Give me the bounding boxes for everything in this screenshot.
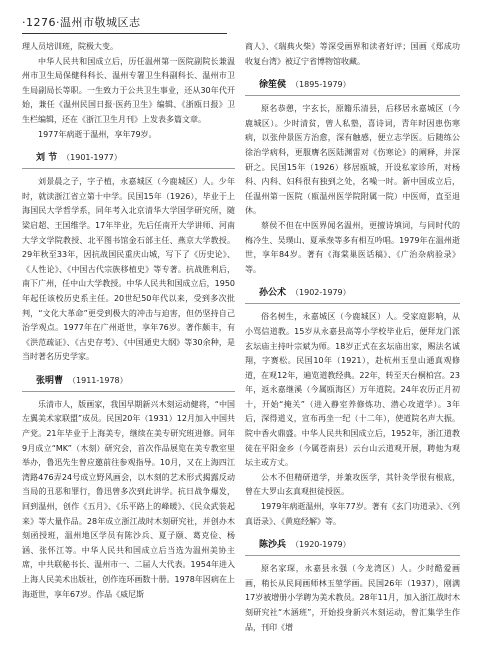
life-years: （1902-1979） [291, 288, 351, 298]
life-years: （1895-1979） [291, 80, 351, 90]
paragraph: 原名家琛，永嘉县永强（今龙湾区）人。少时酷爱画画，稍长从民间画师林玉堃学画。民国26年（1937），刚满17岁被增册小学聘为美术教员。28年11月，加入浙江战时木刻研究社“木涵班”，开始投身新兴木刻运动，曾汇集学生作品，刊印《增 [245, 564, 460, 632]
paragraph: 原名恭憩，字玄长，原籍乐清县，后移居永嘉城区（今鹿城区）。少时清贫，曾人私塾，喜诗词，青年时因患伤寒病，以张仲景医方治愈，深有触感，便立志学医。后随练公徐治学病科，更服膺名医陆渊雷对《伤寒论》的阐释，并深研之。民国15年（1926）移居瓯城，开设私家诊所，对杨科、内科、妇科很有独到之处，名噪一时。新中国成立后，任温州第一医院（瓯温州医学院附属一院）中医师，直至退休。 [245, 104, 460, 216]
paragraph: 公木不但精研道学，并兼攻医学，其针灸学很有根底，曾在大罗山玄真观担徒授医。 [245, 472, 460, 497]
biography-heading [22, 373, 235, 392]
paragraph: 刘景晨之子，字子植，永嘉城区（今鹿城区）人。少年时，就读浙江省立第十中学。民国15年（1926），毕业于上海国民大学哲学系，同年考入北京清华大学国学研究所，随梁启超、王国维学。17年毕业，先后任南开大学讲师、河南大学文学院教授、北平图书馆金石部主任、燕京大学教授。29年秋至33年，因抗战国民重庆山城，写下了《历史论》、《人性论》、《中国古代宗族移植史》等专著。抗战胜利后，南下广州，任中山大学教授。中华人民共和国成立后，1950年起任该校历史系主任。20世纪50年代以来，受到多次批判，“文化大革命”更受到极大的冲击与迫害，但仍坚持自己治学观点。1977年在广州逝世，享年76岁。著作颇丰，有《洪范疏证》、《古史存考》、《中国通史大纲》等30余种，是当时著名历史学家。 [22, 177, 235, 362]
paragraph: 1979年病逝温州，享年77岁。著有《玄门功道录》、《列真语录》、《黄庭经解》等。 [245, 502, 460, 526]
page-title: ·1276·温州市敬城区志 [22, 16, 141, 29]
person-name: 徐笙侯 [259, 80, 287, 91]
running-header [22, 13, 227, 34]
left-column [22, 40, 235, 602]
paragraph: 蔡侯不但在中医界闻名温州，更擅诗填词，与同时代的梅冷生、吴璞山、夏承焘等多有相互吟唱。1979年在温州逝世，享年84岁。著有《海棠巢医话稿》、《广治杂病验录》等。 [245, 220, 460, 274]
person-name: 张明曹 [36, 375, 64, 386]
paragraph: 乐清市人，版画家，我国早期新兴木刻运动健将，“中国左翼美术家联盟”成员。民国20年（1931）12月加入中国共产党。21年毕业于上海美专，继续在美专研究班进修。同年9月成立“MK”（木刻）研究会，首次作品展览在美专教室里举办，鲁迅先生曾应邀前往参观指导。10月，又在上海四江湾路476弄24号成立野风画会，以木刻的艺术形式揭露反动当局的丑恶和罪行，鲁迅曾多次到此讲学。抗日战争爆发，回到温州，创作《五月》、《乐平路上的峰暖》、《民众武装起来》等大量作品。28年成立浙江战时木刻研究社，并创办木刻函授班，温州地区学员有陈沙兵、夏子颐、葛克俭、杨涵、张怀江等。中华人民共和国成立后当选为温州美协主席，中共联秘书长、温州市一、二届人大代表。1954年进入上海人民美术出版社，创作连环画数十册。1978年因病在上海逝世，享年67岁。作品《威尼斯 [22, 399, 235, 599]
paragraph: 商人》、《瑞典火柴》等深受画界和读者好评；国画《郑成功收复台湾》被辽宁省博物馆收藏。 [245, 42, 460, 66]
paragraph: 理人员培训班，院极大变。 [22, 42, 118, 51]
right-column [245, 40, 460, 635]
paragraph: 1977年病逝于温州，享年79岁。 [38, 129, 157, 139]
person-name: 陈沙兵 [259, 540, 287, 551]
paragraph: 俗名树生，永嘉城区（今鹿城区）人。受家庭影响，从小骂信道教。15岁从永嘉县高等小学校毕业后，便拜龙门派玄坛庙主持叶宗斌为师。18岁正式在玄坛庙出家，赐法名诚翔，字赛松。民国10年（1921），赴杭州玉皇山通真观修道，在观12年，遍览道教经典。22年，转至天台桐柏宫。23年，返永嘉继溪（今属瓯海区）万年道院。24年农历正月初十，开始“掩关”（进入静室养修炼功、潜心攻道学）。3年后，深得道义，宣布再坐一纪（十二年），使道院名声大振。院中香火鼎盛。中华人民共和国成立后，1952年，浙江道教徒在平阳金乡（今属苍南县）云台山云道观开展，聘他为观坛主或方丈。 [245, 312, 460, 468]
person-name: 刘 节 [36, 153, 58, 164]
life-years: （1901-1977） [62, 153, 122, 163]
biography-heading [245, 77, 460, 96]
life-years: （1920-1979） [291, 540, 351, 550]
life-years: （1911-1978） [68, 375, 128, 385]
biography-heading [245, 285, 460, 304]
paragraph: 中华人民共和国成立后，历任温州第一医院副院长兼温州市卫生局保健科科长、温州专署卫生科副科长、温州市卫生局副局长等职。一生致力于公共卫生事业，还从30年代开始，兼任《温州民国日报·医药卫生》编辑、《浙瓯日报》卫生栏编辑，还在《浙江卫生月刊》上发表多篇文章。 [22, 56, 235, 124]
biography-heading [245, 537, 460, 556]
person-name: 孙公术 [259, 288, 287, 299]
biography-heading [22, 150, 235, 169]
